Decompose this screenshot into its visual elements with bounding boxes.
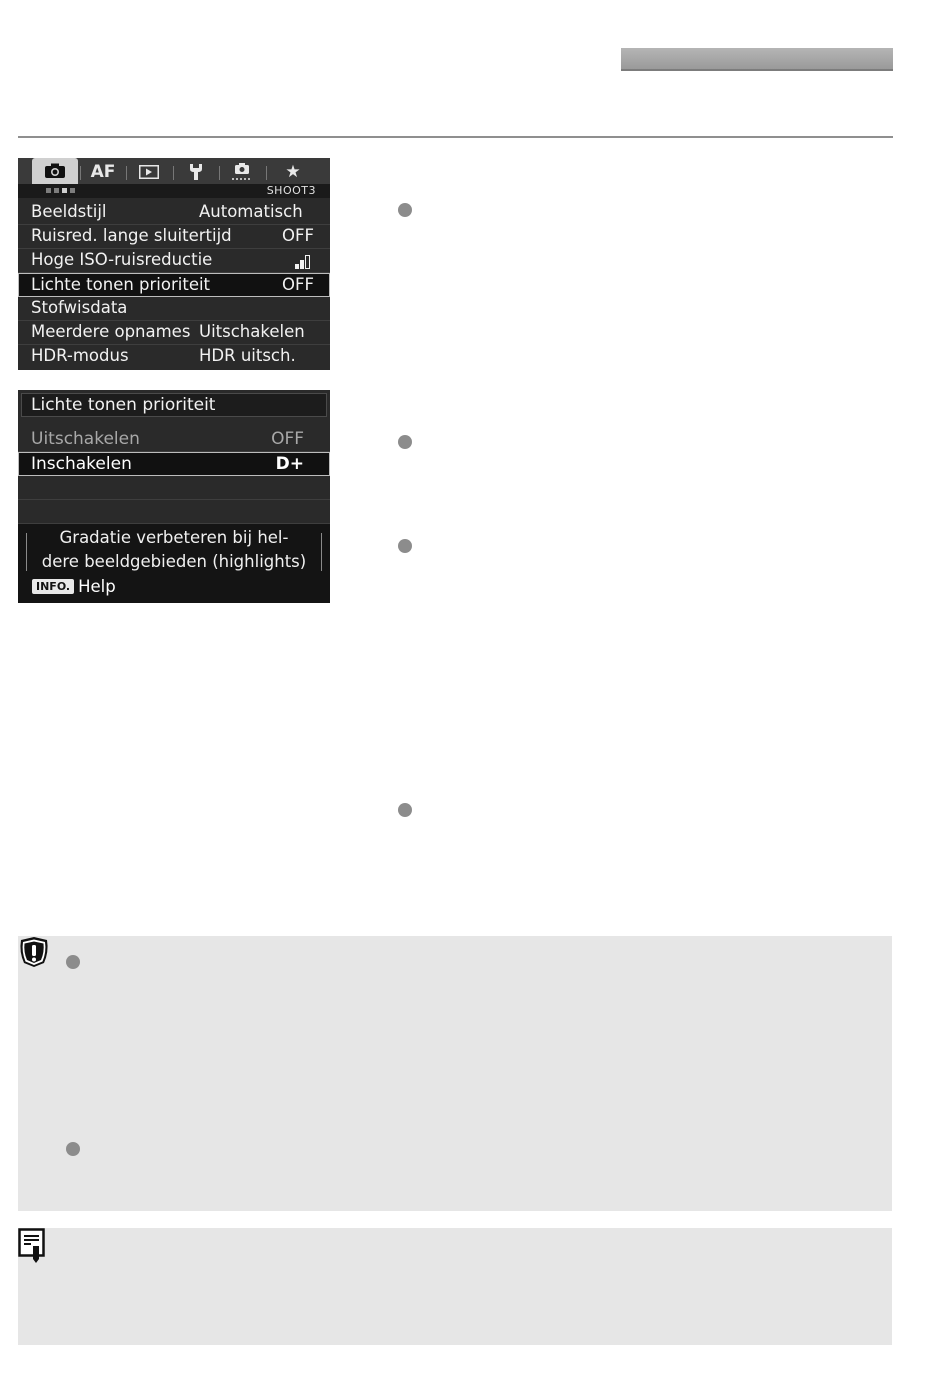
tab-my-menu[interactable]: [270, 160, 316, 184]
help-panel: [18, 524, 330, 603]
option-value: OFF: [271, 429, 304, 449]
option-uitschakelen[interactable]: [18, 428, 330, 452]
option-inschakelen[interactable]: [18, 452, 330, 476]
help-label: Help: [78, 577, 116, 596]
help-text-line2: dere beeldgebieden (highlights): [41, 552, 307, 571]
info-button-icon: INFO.: [32, 579, 74, 594]
menu-item-hoge-iso[interactable]: [18, 249, 330, 273]
option-label: Uitschakelen: [31, 429, 140, 449]
menu-item-hdr-modus[interactable]: [18, 345, 330, 369]
menu-item-meerdere-opnames[interactable]: [18, 321, 330, 345]
help-text-line1: Gradatie verbeteren bij hel-: [59, 528, 289, 547]
camera-menu-screen: [18, 158, 330, 370]
tab-af[interactable]: [80, 160, 126, 184]
caution-box: [18, 936, 892, 1211]
playback-icon: [139, 165, 159, 179]
menu-item-label: Hoge ISO-ruisreductie: [31, 250, 213, 269]
menu-page-label: SHOOT3: [266, 184, 316, 197]
menu-item-stofwisdata[interactable]: [18, 297, 330, 321]
menu-item-value: OFF: [282, 226, 314, 245]
menu-item-label: Stofwisdata: [31, 298, 128, 317]
empty-row: [18, 476, 330, 500]
af-tab-label: AF: [90, 162, 116, 182]
section-header-bar: [621, 48, 893, 71]
menu-item-value: Automatisch: [199, 202, 303, 221]
tab-custom-functions[interactable]: [219, 160, 265, 184]
tab-playback[interactable]: [126, 160, 172, 184]
bullet-point: [66, 1142, 80, 1156]
menu-item-label: HDR-modus: [31, 346, 129, 365]
menu-item-beeldstijl[interactable]: [18, 201, 330, 225]
option-label: Inschakelen: [31, 454, 132, 474]
memo-box: [18, 1228, 892, 1345]
menu-item-value: HDR uitsch.: [199, 346, 296, 365]
setting-title: Lichte tonen prioriteit: [21, 393, 327, 417]
memo-icon: [18, 1228, 46, 1264]
menu-tab-bar: [18, 158, 330, 184]
tab-setup[interactable]: [173, 160, 219, 184]
menu-item-value: OFF: [282, 275, 314, 294]
caution-icon: [18, 936, 50, 968]
custom-function-icon: [231, 163, 253, 181]
camera-icon: [44, 163, 66, 179]
menu-item-label: Ruisred. lange sluitertijd: [31, 226, 232, 245]
option-value: D+: [275, 454, 304, 474]
menu-item-label: Lichte tonen prioriteit: [31, 275, 211, 294]
tab-subbar: [18, 184, 330, 198]
bullet-point: [66, 955, 80, 969]
setting-screen: [18, 390, 330, 603]
star-icon: ★: [285, 162, 301, 182]
menu-item-label: Meerdere opnames: [31, 322, 191, 341]
bullet-point: [398, 539, 412, 553]
menu-item-ruisreductie-lang[interactable]: [18, 225, 330, 249]
menu-item-value: Uitschakelen: [199, 322, 305, 341]
empty-row: [18, 500, 330, 524]
bullet-point: [398, 203, 412, 217]
menu-item-label: Beeldstijl: [31, 202, 107, 221]
info-help-hint[interactable]: [32, 577, 116, 596]
noise-reduction-level-icon: [295, 255, 310, 269]
bullet-point: [398, 803, 412, 817]
menu-item-lichte-tonen[interactable]: [18, 273, 330, 297]
header-rule: [18, 136, 893, 138]
page-dots: [46, 188, 75, 193]
wrench-icon: [188, 163, 204, 181]
bullet-point: [398, 435, 412, 449]
tab-shoot[interactable]: [32, 158, 78, 184]
